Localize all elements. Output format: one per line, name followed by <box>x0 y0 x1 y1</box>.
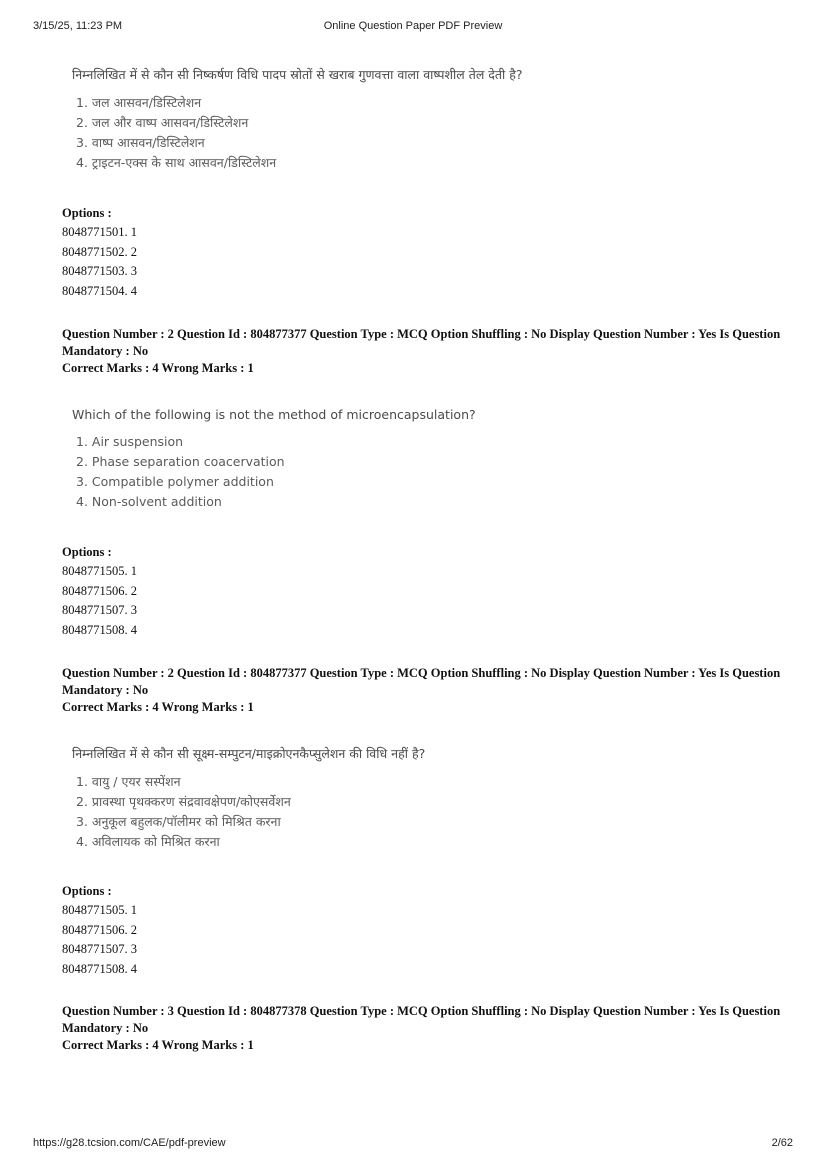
question-meta-2 <box>62 326 782 377</box>
options-label: Options : <box>62 545 112 559</box>
question-image-2 <box>72 407 476 512</box>
choice-list <box>72 93 523 173</box>
option-id-row: 8048771502. 2 <box>62 244 137 259</box>
choice-item: 3. Compatible polymer addition <box>76 474 274 489</box>
print-page-title: Online Question Paper PDF Preview <box>323 20 503 32</box>
options-block-1 <box>62 203 137 301</box>
options-block-2 <box>62 542 137 640</box>
option-id-row: 8048771501. 1 <box>62 225 137 239</box>
option-id-row: 8048771505. 1 <box>62 903 137 917</box>
print-datetime: 3/15/25, 11:23 PM <box>33 20 123 32</box>
choice-item: 3. अनुकूल बहुलक/पॉलीमर को मिश्रित करना <box>76 814 281 829</box>
question-meta-line: Question Number : 2 Question Id : 804877377 Question Type : MCQ Option Shuffling : No Display Question Number : Yes Is Question Mandatory : No <box>62 666 781 697</box>
print-url: https://g28.tcsion.com/CAE/pdf-preview <box>33 1137 226 1149</box>
question-meta-line: Question Number : 2 Question Id : 804877377 Question Type : MCQ Option Shuffling : No Display Question Number : Yes Is Question Mandatory : No <box>62 327 781 358</box>
options-label: Options : <box>62 206 112 220</box>
question-text: निम्नलिखित में से कौन सी निष्कर्षण विधि पादप स्रोतों से खराब गुणवत्ता वाला वाष्पशील तेल देती है? <box>72 67 523 82</box>
print-page-counter: 2/62 <box>771 1137 793 1149</box>
option-id-row: 8048771508. 4 <box>62 622 137 637</box>
marks-line: Correct Marks : 4 Wrong Marks : 1 <box>62 361 254 375</box>
choice-item: 4. Non-solvent addition <box>76 494 222 509</box>
choice-list <box>72 432 476 512</box>
question-meta-line: Question Number : 3 Question Id : 804877378 Question Type : MCQ Option Shuffling : No Display Question Number : Yes Is Question Mandatory : No <box>62 1004 781 1035</box>
choice-list <box>72 772 425 852</box>
option-id-row: 8048771504. 4 <box>62 283 137 298</box>
question-meta-3 <box>62 1003 782 1054</box>
question-image-3 <box>72 745 425 852</box>
choice-item: 1. जल आसवन/डिस्टिलेशन <box>76 95 202 110</box>
option-id-row: 8048771505. 1 <box>62 564 137 578</box>
choice-item: 4. ट्राइटन-एक्स के साथ आसवन/डिस्टिलेशन <box>76 155 277 170</box>
choice-item: 1. वायु / एयर सस्पेंशन <box>76 774 181 789</box>
option-id-row: 8048771507. 3 <box>62 603 137 617</box>
option-id-row: 8048771506. 2 <box>62 922 137 937</box>
option-id-row: 8048771506. 2 <box>62 583 137 598</box>
choice-item: 4. अविलायक को मिश्रित करना <box>76 834 220 849</box>
choice-item: 3. वाष्प आसवन/डिस्टिलेशन <box>76 135 205 150</box>
option-id-row: 8048771507. 3 <box>62 942 137 956</box>
question-text: निम्नलिखित में से कौन सी सूक्ष्म-सम्पुटन/माइक्रोएनकैप्सुलेशन की विधि नहीं है? <box>72 746 426 761</box>
options-block-3 <box>62 881 137 979</box>
choice-item: 2. प्रावस्था पृथक्करण संद्रवावक्षेपण/कोएसर्वेशन <box>76 794 291 809</box>
marks-line: Correct Marks : 4 Wrong Marks : 1 <box>62 700 254 714</box>
option-id-row: 8048771503. 3 <box>62 264 137 278</box>
choice-item: 2. Phase separation coacervation <box>76 454 285 469</box>
marks-line: Correct Marks : 4 Wrong Marks : 1 <box>62 1038 254 1052</box>
option-id-row: 8048771508. 4 <box>62 961 137 976</box>
options-label: Options : <box>62 884 112 898</box>
choice-item: 2. जल और वाष्प आसवन/डिस्टिलेशन <box>76 115 249 130</box>
question-image-1 <box>72 66 523 173</box>
question-text: Which of the following is not the method of microencapsulation? <box>72 407 476 422</box>
choice-item: 1. Air suspension <box>76 434 184 449</box>
question-meta-2-hindi <box>62 665 782 716</box>
